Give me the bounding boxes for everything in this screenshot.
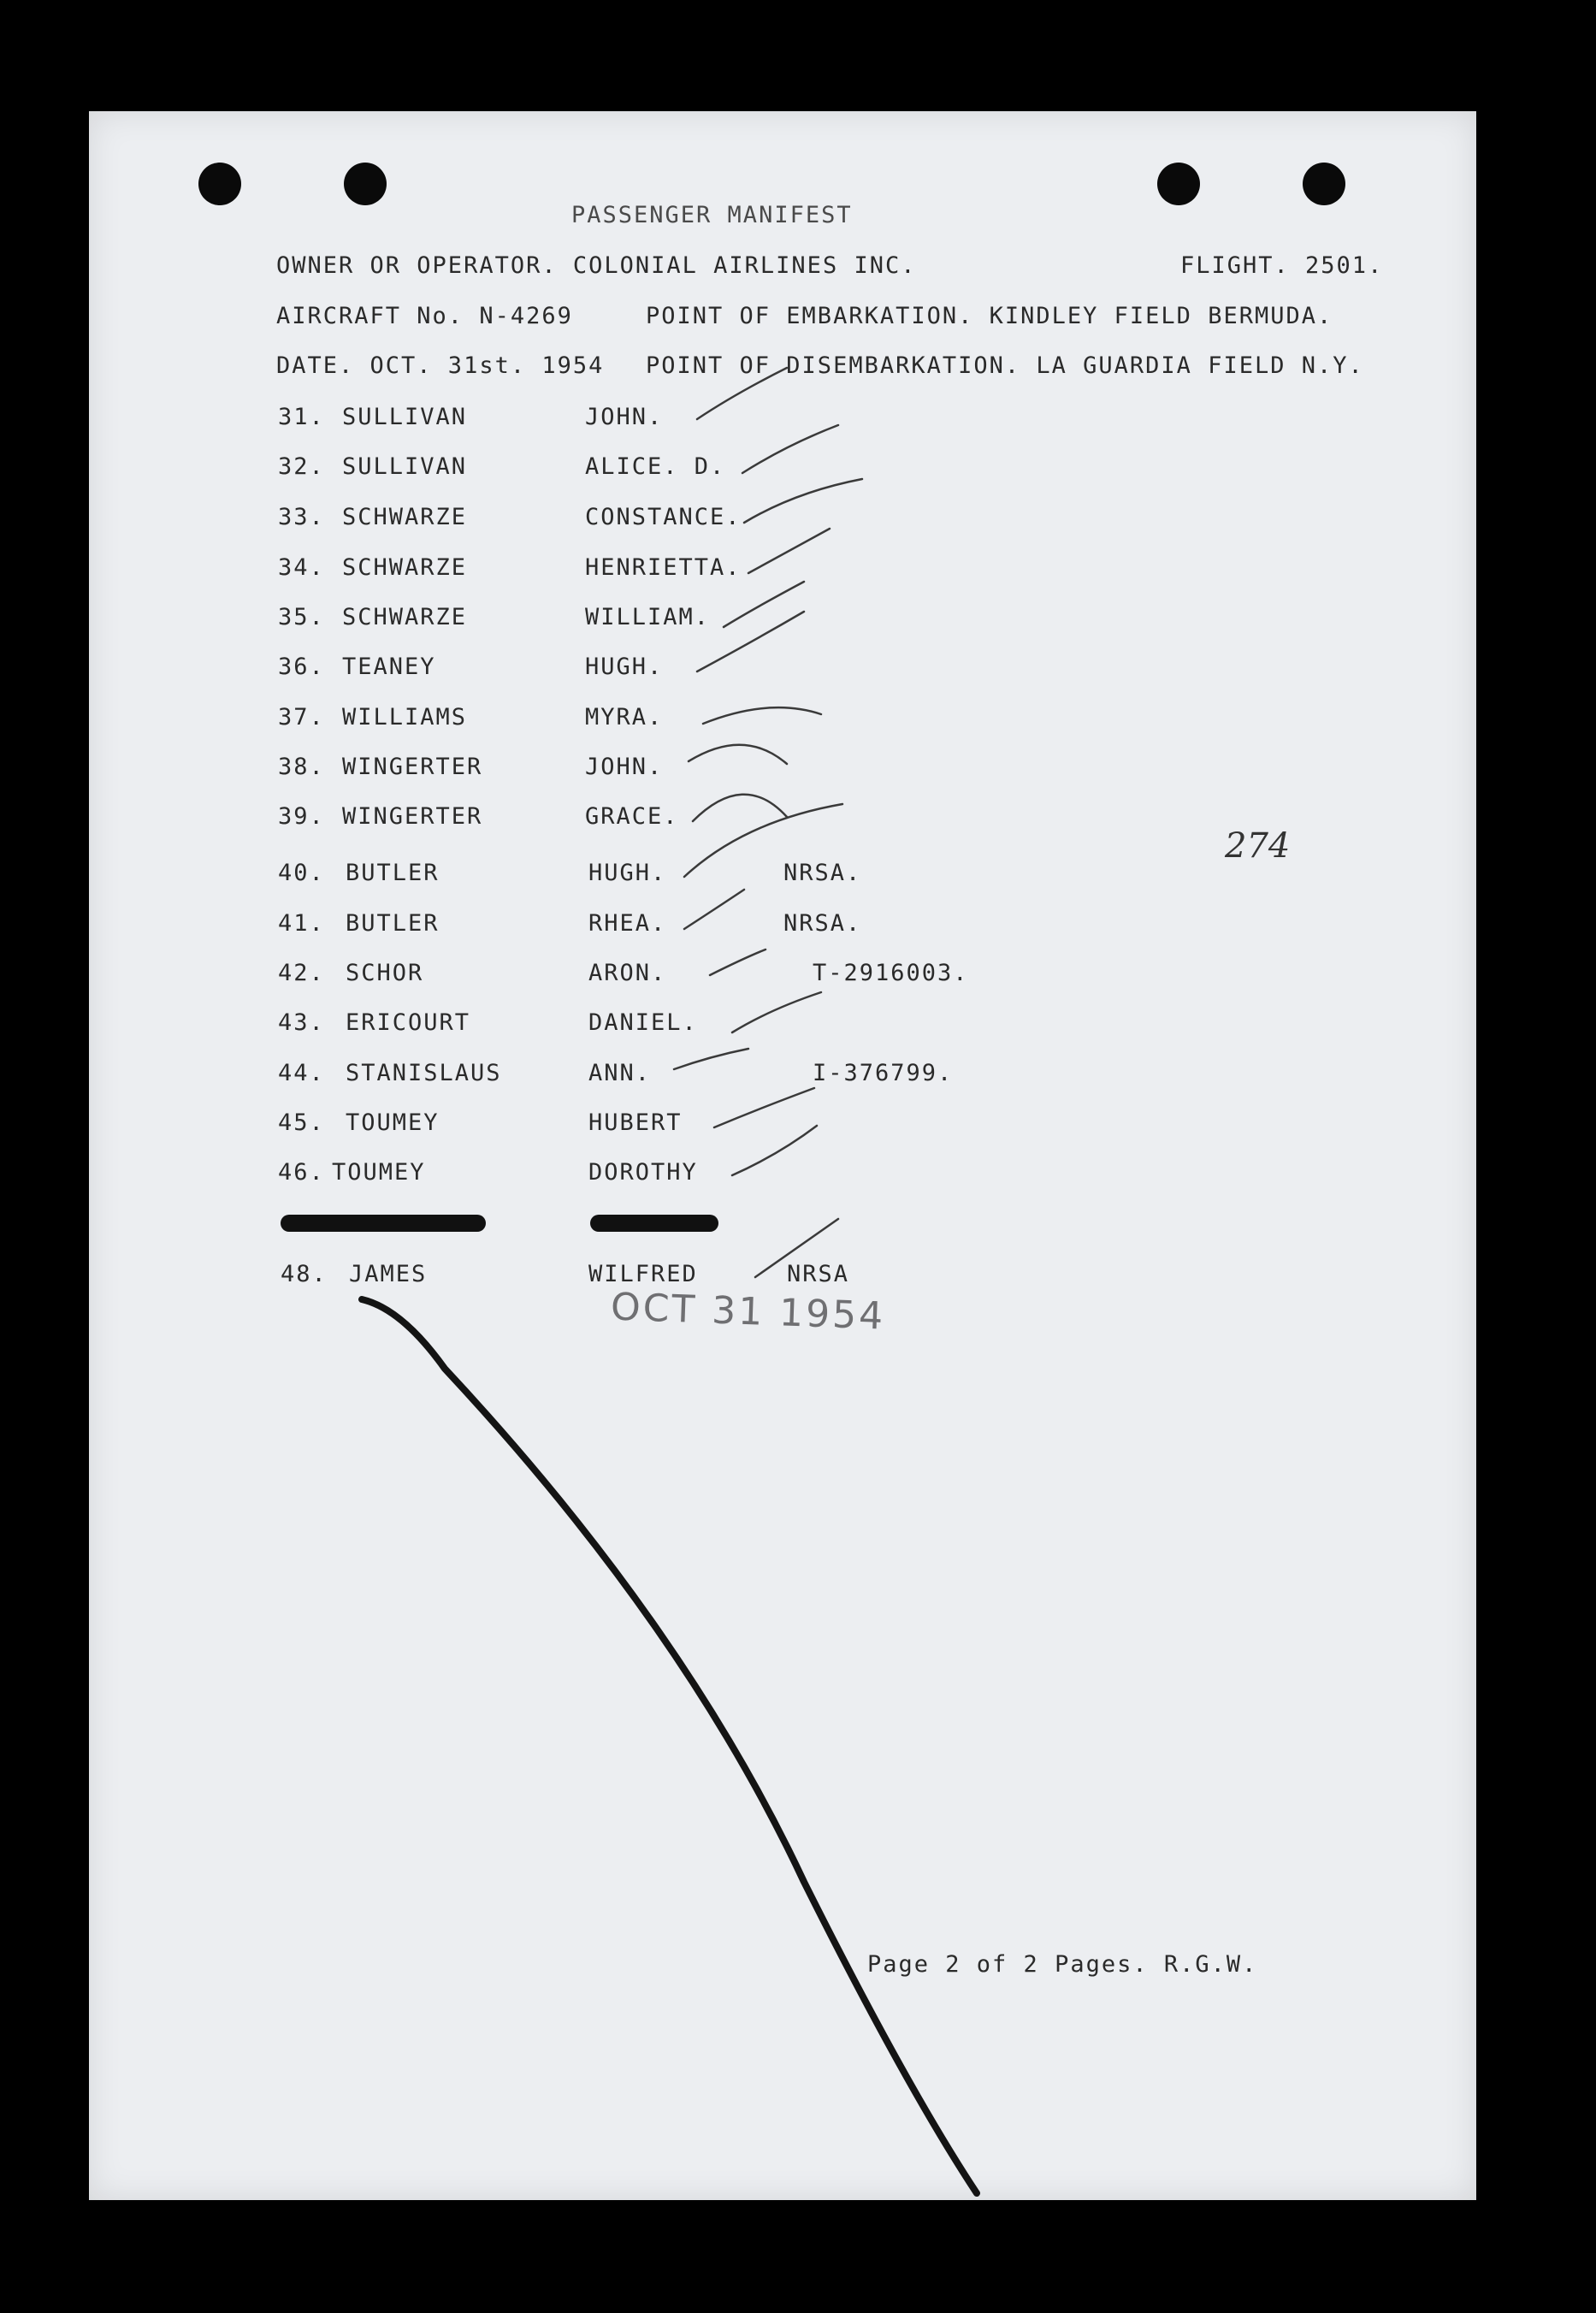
passenger-surname: SCHOR xyxy=(346,960,424,986)
passenger-note: NRSA. xyxy=(783,910,862,937)
passenger-note: I-376799. xyxy=(813,1060,954,1086)
owner-operator-line: OWNER OR OPERATOR. COLONIAL AIRLINES INC. xyxy=(276,252,917,279)
passenger-given-name: WILFRED xyxy=(588,1261,698,1287)
point-of-disembarkation: POINT OF DISEMBARKATION. LA GUARDIA FIELD N.Y. xyxy=(646,352,1364,379)
punch-hole-right-2 xyxy=(1303,163,1345,205)
aircraft-number: AIRCRAFT No. N-4269 xyxy=(276,303,573,329)
passenger-surname: BUTLER xyxy=(346,860,440,886)
passenger-given-name: HUGH. xyxy=(585,654,664,680)
flight-number: FLIGHT. 2501. xyxy=(1180,252,1384,279)
redacted-surname xyxy=(281,1215,486,1232)
passenger-given-name: JOHN. xyxy=(585,404,664,430)
point-of-embarkation: POINT OF EMBARKATION. KINDLEY FIELD BERMUDA. xyxy=(646,303,1333,329)
passenger-surname: TOUMEY xyxy=(346,1109,440,1136)
passenger-number: 45. xyxy=(278,1109,325,1136)
passenger-given-name: HUBERT xyxy=(588,1109,683,1136)
passenger-number: 35. xyxy=(278,604,325,630)
passenger-number: 42. xyxy=(278,960,325,986)
passenger-note: NRSA. xyxy=(783,860,862,886)
passenger-number: 37. xyxy=(278,704,325,731)
passenger-number: 46. xyxy=(278,1159,325,1186)
punch-hole-left-1 xyxy=(198,163,241,205)
passenger-surname: JAMES xyxy=(349,1261,428,1287)
passenger-number: 33. xyxy=(278,504,325,530)
redacted-given-name xyxy=(590,1215,718,1232)
passenger-surname: TEANEY xyxy=(342,654,436,680)
passenger-surname: SULLIVAN xyxy=(342,404,468,430)
passenger-number: 38. xyxy=(278,754,325,780)
passenger-surname: TOUMEY xyxy=(332,1159,426,1186)
date-stamp: OCT 31 1954 xyxy=(610,1285,886,1339)
punch-hole-left-2 xyxy=(344,163,387,205)
passenger-given-name: HENRIETTA. xyxy=(585,554,742,581)
passenger-given-name: RHEA. xyxy=(588,910,667,937)
passenger-given-name: ARON. xyxy=(588,960,667,986)
passenger-given-name: HUGH. xyxy=(588,860,667,886)
passenger-number: 34. xyxy=(278,554,325,581)
passenger-number: 39. xyxy=(278,803,325,830)
passenger-given-name: DOROTHY xyxy=(588,1159,698,1186)
handwritten-page-number: 274 xyxy=(1225,826,1291,866)
passenger-surname: WINGERTER xyxy=(342,803,483,830)
passenger-surname: ERICOURT xyxy=(346,1009,471,1036)
passenger-number: 32. xyxy=(278,453,325,480)
page-footer: Page 2 of 2 Pages. R.G.W. xyxy=(867,1951,1258,1978)
passenger-surname: SULLIVAN xyxy=(342,453,468,480)
passenger-number: 36. xyxy=(278,654,325,680)
passenger-surname: SCHWARZE xyxy=(342,604,468,630)
passenger-number: 48. xyxy=(281,1261,328,1287)
passenger-number: 40. xyxy=(278,860,325,886)
passenger-surname: BUTLER xyxy=(346,910,440,937)
passenger-note: T-2916003. xyxy=(813,960,969,986)
passenger-surname: SCHWARZE xyxy=(342,554,468,581)
passenger-given-name: MYRA. xyxy=(585,704,664,731)
passenger-number: 31. xyxy=(278,404,325,430)
passenger-given-name: WILLIAM. xyxy=(585,604,711,630)
manifest-date: DATE. OCT. 31st. 1954 xyxy=(276,352,605,379)
passenger-number: 43. xyxy=(278,1009,325,1036)
passenger-number: 41. xyxy=(278,910,325,937)
passenger-given-name: DANIEL. xyxy=(588,1009,698,1036)
passenger-given-name: JOHN. xyxy=(585,754,664,780)
passenger-surname: WINGERTER xyxy=(342,754,483,780)
passenger-given-name: ALICE. D. xyxy=(585,453,726,480)
passenger-surname: STANISLAUS xyxy=(346,1060,502,1086)
passenger-surname: WILLIAMS xyxy=(342,704,468,731)
passenger-given-name: ANN. xyxy=(588,1060,652,1086)
passenger-given-name: GRACE. xyxy=(585,803,679,830)
passenger-note: NRSA xyxy=(787,1261,850,1287)
punch-hole-right-1 xyxy=(1157,163,1200,205)
passenger-given-name: CONSTANCE. xyxy=(585,504,742,530)
manifest-title: PASSENGER MANIFEST xyxy=(571,202,853,228)
passenger-surname: SCHWARZE xyxy=(342,504,468,530)
passenger-number: 44. xyxy=(278,1060,325,1086)
